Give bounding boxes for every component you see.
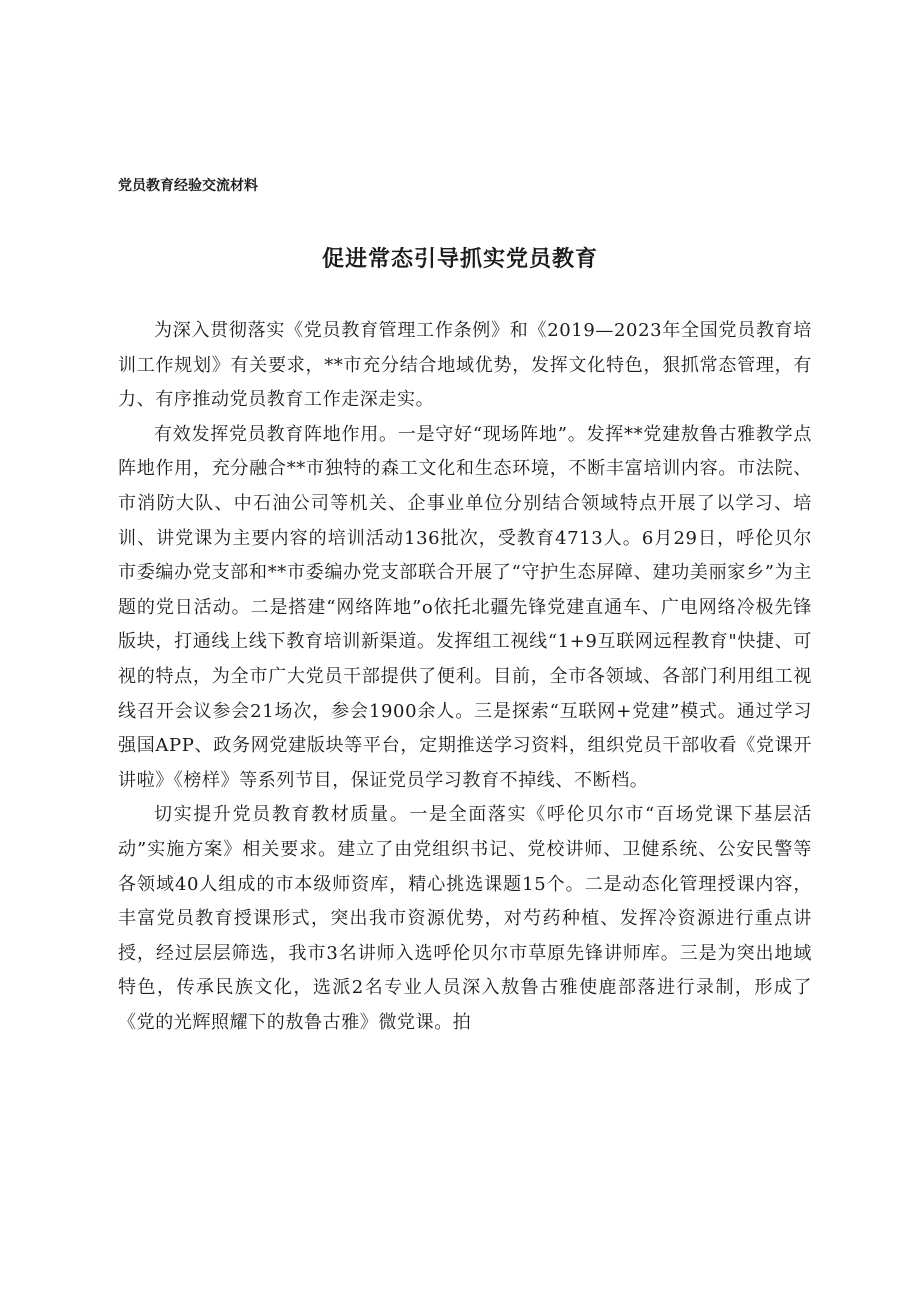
paragraph-intro: 为深入贯彻落实《党员教育管理工作条例》和《2019—2023年全国党员教育培训工作规划》有关要求，**市充分结合地域优势，发挥文化特色，狠抓常态管理，有力、有序推动党员教育工作走深走实。 [118,320,812,411]
document-body [118,314,812,1040]
document-label: 党员教育经验交流材料 [118,178,258,194]
paragraph-materials: 切实提升党员教育教材质量。一是全面落实《呼伦贝尔市“百场党课下基层活动”实施方案》相关要求。建立了由党组织书记、党校讲师、卫健系统、公安民警等各领域40人组成的市本级师资库，精心挑选课题15个。二是动态化管理授课内容，丰富党员教育授课形式，突出我市资源优势，对芍药种植、发挥冷资源进行重点讲授，经过层层筛选，我市3名讲师入选呼伦贝尔市草原先锋讲师库。三是为突出地域特色，传承民族文化，选派2名专业人员深入敖鲁古雅使鹿部落进行录制，形成了《党的光辉照耀下的敖鲁古雅》微党课。拍 [118,804,812,1033]
paragraph-positions: 有效发挥党员教育阵地作用。一是守好“现场阵地”。发挥**党建敖鲁古雅教学点阵地作用，充分融合**市独特的森工文化和生态环境，不断丰富培训内容。市法院、市消防大队、中石油公司等机关、企事业单位分别结合领域特点开展了以学习、培训、讲党课为主要内容的培训活动136批次，受教育4713人。6月29日，呼伦贝尔市委编办党支部和**市委编办党支部联合开展了“守护生态屏障、建功美丽家乡”为主题的党日活动。二是搭建“网络阵地”o依托北疆先锋党建直通车、广电网络冷极先锋版块，打通线上线下教育培训新渠道。发挥组工视线“1+9互联网远程教育"快捷、可视的特点，为全市广大党员干部提供了便利。目前，全市各领域、各部门利用组工视线召开会议参会21场次，参会1900余人。三是探索“互联网+党建”模式。通过学习强国APP、政务网党建版块等平台，定期推送学习资料，组织党员干部收看《党课开讲啦》《榜样》等系列节目，保证党员学习教育不掉线、不断档。 [118,423,812,791]
document-title: 促进常态引导抓实党员教育 [321,247,598,272]
